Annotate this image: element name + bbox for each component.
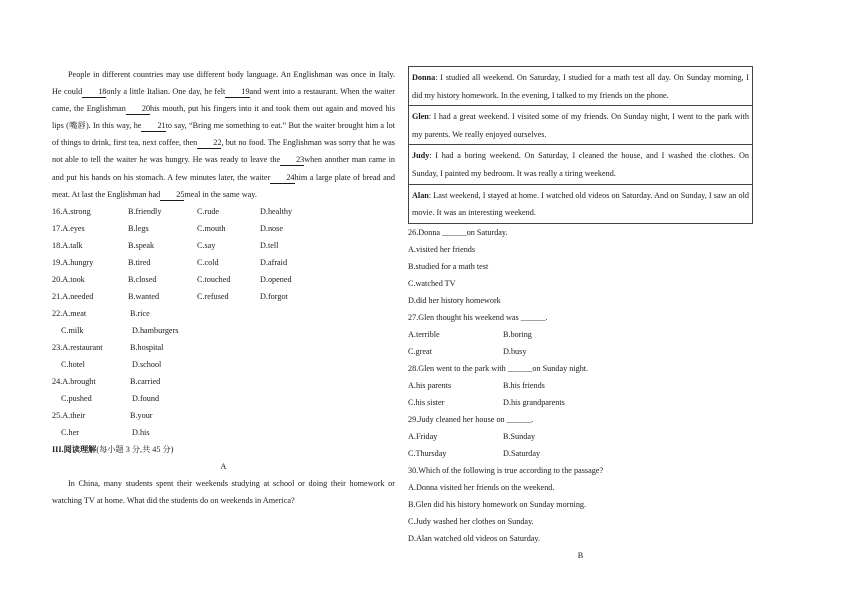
question-number: 21. bbox=[52, 291, 63, 301]
question-row-continued bbox=[52, 390, 395, 407]
option-b: B.your bbox=[130, 410, 153, 420]
reading-intro: In China, many students spent their weekends studying at school or doing their homework or watching TV at home. What did the students do on weekends in America? bbox=[52, 478, 395, 505]
dialog-row bbox=[409, 106, 753, 145]
cloze-text: to say, “Bring me something to eat.” But the waiter brought him a lot of things to drink, first tea, next coffee, then bbox=[52, 121, 395, 148]
question-number: 20. bbox=[52, 274, 63, 284]
dialog-row bbox=[409, 145, 753, 184]
question-number: 18. bbox=[52, 240, 63, 250]
option-d: D.Saturday bbox=[503, 448, 541, 458]
question-row bbox=[52, 305, 395, 322]
option-b: B.Glen did his history homework on Sunday morning. bbox=[408, 499, 587, 509]
option-b: B.Sunday bbox=[503, 431, 536, 441]
question-row bbox=[52, 288, 395, 305]
question-stem: 28.Glen went to the park with ______on Sunday night. bbox=[408, 363, 589, 373]
option-a: A.their bbox=[62, 410, 86, 420]
option-group bbox=[52, 254, 128, 271]
option-group bbox=[52, 237, 128, 254]
question-row bbox=[52, 407, 395, 424]
dialog-cell bbox=[409, 106, 753, 145]
option-a: A.restaurant bbox=[62, 342, 103, 352]
option-c: C.her bbox=[61, 427, 79, 437]
option-d: D.his grandparents bbox=[503, 397, 565, 407]
option-d: D.opened bbox=[260, 274, 292, 284]
option-d: D.his bbox=[132, 427, 150, 437]
question-row bbox=[52, 254, 395, 271]
option-a: A.took bbox=[62, 274, 85, 284]
option-b: B.studied for a math test bbox=[408, 261, 489, 271]
option-a: A.hungry bbox=[62, 257, 94, 267]
cloze-blank: 24 bbox=[270, 173, 294, 184]
option-d: D.busy bbox=[503, 346, 527, 356]
option-d: D.hamburgers bbox=[132, 325, 179, 335]
dialog-row bbox=[409, 184, 753, 223]
cloze-blank: 20 bbox=[126, 104, 150, 115]
option-row bbox=[408, 445, 753, 462]
option-group bbox=[52, 407, 130, 424]
cloze-questions-two-line bbox=[52, 305, 395, 441]
question-row-continued bbox=[52, 424, 395, 441]
question-row-continued bbox=[52, 356, 395, 373]
option-group bbox=[52, 305, 130, 322]
option-b: B.closed bbox=[128, 274, 157, 284]
option-d: D.forgot bbox=[260, 291, 288, 301]
option-d: D.afraid bbox=[260, 257, 288, 267]
question-number: 16. bbox=[52, 206, 63, 216]
section-note: (每小题 3 分,共 45 分) bbox=[96, 444, 174, 454]
section-title: III.阅读理解 bbox=[52, 444, 97, 454]
option-group bbox=[52, 220, 128, 237]
left-column bbox=[52, 66, 395, 509]
cloze-text: , but no food. The Englishman was sorry that he was not able to tell the waiter he was hungry. He was ready to leave the bbox=[52, 138, 395, 165]
question-stem: 29.Judy cleaned her house on ______. bbox=[408, 414, 534, 424]
passage-label-b: B bbox=[577, 550, 584, 560]
option-d: D.Alan watched old videos on Saturday. bbox=[408, 533, 541, 543]
option-c: C.hotel bbox=[61, 359, 85, 369]
cloze-blank: 19 bbox=[225, 87, 249, 98]
cloze-text: only a little Italian. One day, he felt bbox=[106, 87, 226, 97]
option-b: B.his friends bbox=[503, 380, 545, 390]
option-c: C.cold bbox=[197, 257, 219, 267]
option-a: A.eyes bbox=[62, 223, 85, 233]
option-group bbox=[52, 373, 130, 390]
cloze-text: meal in the same way. bbox=[184, 189, 257, 199]
cloze-blank: 18 bbox=[82, 87, 106, 98]
option-a: A.needed bbox=[62, 291, 94, 301]
option-c: C.Thursday bbox=[408, 448, 447, 458]
question-row bbox=[52, 237, 395, 254]
right-column bbox=[408, 66, 753, 564]
question-number: 23. bbox=[52, 342, 63, 352]
option-d: D.nose bbox=[260, 223, 283, 233]
speaker-name: Donna bbox=[412, 73, 436, 82]
option-row bbox=[408, 394, 753, 411]
speaker-name: Glen bbox=[412, 112, 429, 122]
option-b: B.friendly bbox=[128, 206, 162, 216]
question-row bbox=[52, 373, 395, 390]
dialog-row bbox=[409, 67, 753, 106]
dialog-cell bbox=[409, 184, 753, 223]
option-c: C.Judy washed her clothes on Sunday. bbox=[408, 516, 534, 526]
option-group bbox=[52, 203, 128, 220]
option-row bbox=[408, 326, 753, 343]
option-a: A.Donna visited her friends on the weekend. bbox=[408, 482, 555, 492]
speaker-text: : I studied all weekend. On Saturday, I studied for a math test all day. On Sunday morning, I did my history homework. In the evening, I talked to my friends on the phone. bbox=[412, 73, 749, 100]
speaker-name: Alan bbox=[412, 190, 429, 200]
option-a: A.terrible bbox=[408, 329, 440, 339]
question-number: 22. bbox=[52, 308, 63, 318]
question-stem: 30.Which of the following is true according to the passage? bbox=[408, 465, 604, 475]
question-stem: 26.Donna ______on Saturday. bbox=[408, 227, 508, 237]
cloze-text: People in different countries may use different body language. An Englishman was once in Italy. He could bbox=[52, 70, 395, 97]
option-group bbox=[52, 288, 128, 305]
option-c: C.say bbox=[197, 240, 216, 250]
option-row bbox=[408, 377, 753, 394]
option-d: D.healthy bbox=[260, 206, 293, 216]
cloze-text: and went into a restaurant. When the waiter came, the Englishman bbox=[52, 87, 395, 114]
option-a: A.talk bbox=[62, 240, 83, 250]
question-row bbox=[52, 203, 395, 220]
option-c: C.refused bbox=[197, 291, 229, 301]
cloze-blank: 21 bbox=[141, 121, 165, 132]
option-c: C.touched bbox=[197, 274, 231, 284]
dialog-table bbox=[408, 66, 753, 224]
option-a: A.strong bbox=[62, 206, 91, 216]
cloze-blank: 22 bbox=[197, 138, 221, 149]
option-d: D.did her history homework bbox=[408, 295, 501, 305]
section-heading bbox=[52, 441, 395, 458]
question-number: 25. bbox=[52, 410, 63, 420]
option-d: D.found bbox=[132, 393, 160, 403]
option-a: A.Friday bbox=[408, 431, 438, 441]
question-stem: 27.Glen thought his weekend was ______. bbox=[408, 312, 548, 322]
cloze-blank: 25 bbox=[160, 190, 184, 201]
option-group bbox=[52, 271, 128, 288]
option-b: B.carried bbox=[130, 376, 161, 386]
option-row bbox=[408, 428, 753, 445]
option-d: D.school bbox=[132, 359, 162, 369]
option-c: C.great bbox=[408, 346, 432, 356]
dialog-cell bbox=[409, 145, 753, 184]
option-a: A.visited her friends bbox=[408, 244, 476, 254]
cloze-text: him a large plate of bread and meat. At last the Englishman had bbox=[52, 172, 395, 199]
option-b: B.rice bbox=[130, 308, 150, 318]
speaker-name: Judy bbox=[412, 151, 430, 161]
question-row bbox=[52, 339, 395, 356]
dialog-cell bbox=[409, 67, 753, 106]
option-c: C.his sister bbox=[408, 397, 445, 407]
cloze-questions bbox=[52, 203, 395, 305]
question-row bbox=[52, 271, 395, 288]
cloze-text: his mouth, put his fingers into it and took them out again and moved his lips (嘴唇). In this way, he bbox=[52, 104, 396, 131]
option-b: B.speak bbox=[128, 240, 155, 250]
option-d: D.tell bbox=[260, 240, 279, 250]
question-number: 24. bbox=[52, 376, 63, 386]
question-number: 17. bbox=[52, 223, 63, 233]
option-a: A.his parents bbox=[408, 380, 452, 390]
option-group bbox=[52, 339, 130, 356]
option-b: B.boring bbox=[503, 329, 532, 339]
option-a: A.brought bbox=[62, 376, 96, 386]
option-row bbox=[408, 343, 753, 360]
question-row bbox=[52, 220, 395, 237]
speaker-text: : Last weekend, I stayed at home. I watched old videos on Saturday. And on Sunday, I saw an old movie. It was an interesting weekend. bbox=[412, 190, 749, 218]
option-c: C.milk bbox=[61, 325, 84, 335]
option-c: C.rude bbox=[197, 206, 220, 216]
question-number: 19. bbox=[52, 257, 63, 267]
cloze-blank: 23 bbox=[280, 155, 304, 166]
speaker-text: : I had a boring weekend. On Saturday, I cleaned the house, and I washed the clothes. On Sunday, I painted my bedroom. It was really a tiring weekend. bbox=[412, 151, 749, 178]
cloze-passage bbox=[52, 66, 395, 203]
option-a: A.meat bbox=[62, 308, 87, 318]
option-b: B.wanted bbox=[128, 291, 160, 301]
option-c: C.mouth bbox=[197, 223, 226, 233]
option-b: B.hospital bbox=[130, 342, 164, 352]
reading-questions bbox=[408, 224, 753, 547]
option-b: B.tired bbox=[128, 257, 151, 267]
option-c: C.watched TV bbox=[408, 278, 456, 288]
speaker-text: : I had a great weekend. I visited some of my friends. On Sunday night, I went to the park with my parents. We really enjoyed ourselves. bbox=[412, 112, 749, 139]
passage-label-a: A bbox=[220, 461, 227, 471]
option-b: B.legs bbox=[128, 223, 149, 233]
question-row-continued bbox=[52, 322, 395, 339]
option-c: C.pushed bbox=[61, 393, 92, 403]
cloze-text: when another man came in and put his hands on his stomach. A few minutes later, the waiter bbox=[52, 155, 395, 182]
